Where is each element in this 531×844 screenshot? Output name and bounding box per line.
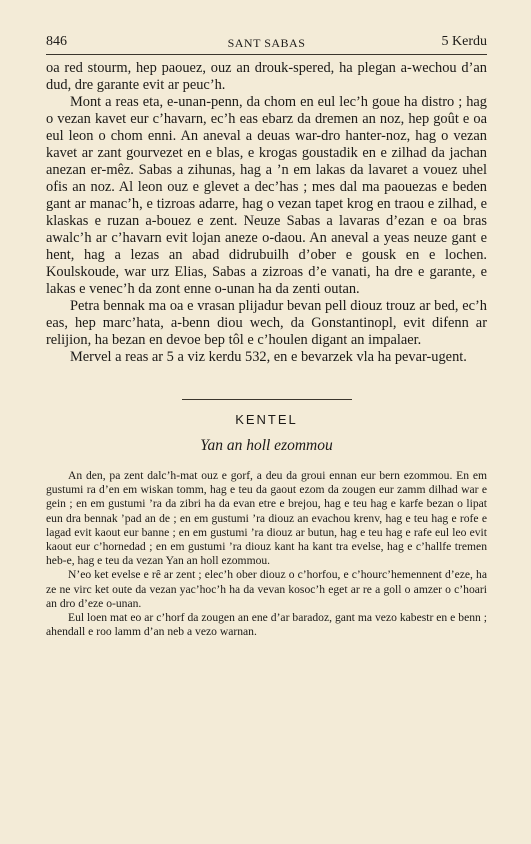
page-number: 846 xyxy=(46,34,67,49)
main-text xyxy=(46,60,487,366)
lesson-paragraph: N’eo ket evelse e rê ar zent ; elec’h ober diouz o c’horfou, e c’hourc’hemennent d’eze, ha ze ne virc ket oute da vezan yac’hoc’h ha da vevan kosoc’h eget ar re a goll o amzer o c’hoari an dro d’eze o-unan. xyxy=(46,568,487,610)
page-date: 5 Kerdu xyxy=(441,34,487,49)
lesson-paragraph: An den, pa zent dalc’h-mat ouz e gorf, a deu da groui ennan eur bern ezommou. En em gustumi ra d’en em wiskan tomm, hag e teu da gaout ezom da zougen eur zamm dilhad war e gein ; en em gustumi ’ra da zibri ha da evan etre e brejou, hag e teu hag e karfe bezan o lipat eun dra bennak ’pad an de ; en em gustumi ’ra diouz an evachou krenv, hag e teu hag e rofe e lagad evit kaout eur banne ; en em gustumi ’ra diouz ar butun, hag e teu hag e rafe eul leo evit kaout eur c’hornedad ; en em gustumi ’ra diouz kant ha kant tra evelse, hag e c’hallfe tremen heb-e, hag e teu da vezan Yan an holl ezommou. xyxy=(46,469,487,568)
main-paragraph: Mont a reas eta, e-unan-penn, da chom en eul lec’h goue ha distro ; hag o vezan kavet eur c’havarn, ec’h eas ebarz da dremen an noz, hep goût e oa eul leon o chom enni. An aneval a deuas war-dro hanter-noz, hag o vezan kavet ar zant gourvezet en e blas, e krogas goustadik en e zilhad da jachan anezan er-mêz. Sabas a zihunas, hag a ’n em lakas da lavaret a vouez uhel ofis an noz. Al leon ouz e glevet a dec’has ; mes dal ma paouezas e beden gant ar manac’h, e tizroas adarre, hag o vezan tapet krog en traou e zilhad, e klaskas e ruzan a-bouez e zent. Neuze Sabas a lavaras d’ezan e oa bras awalc’h ar c’havarn evit lojan aneze o-daou. An aneval a yeas neuze gant e hent, hag a lezas an abad didrubuilh d’ober e gousk en e lochen. Koulskoude, war urz Elias, Sabas a zizroas d’e vanati, ha dre e garante, e lakas e venec’h da zont enne o-unan ha da zenti outan. xyxy=(46,94,487,297)
section-title: KENTEL xyxy=(235,412,298,427)
lesson-text xyxy=(46,469,487,639)
main-paragraph: Mervel a reas ar 5 a viz kerdu 532, en e bevarzek vla ha pevar-ugent. xyxy=(70,349,467,365)
lesson-paragraph: Eul loen mat eo ar c’horf da zougen an ene d’ar baradoz, gant ma vezo kabestr en e benn ; ahendall e roo lamm d’an neb a vezo warnan. xyxy=(46,611,487,639)
running-title: SANT SABAS xyxy=(227,36,306,50)
main-paragraph: Petra bennak ma oa e vrasan plijadur bevan pell diouz trouz ar bed, ec’h eas, hep marc’hata, a-benn diou wech, da Gonstantinopl, evit difenn ar relijion, ha bezan en devoe bep tôl e c’houlen digant an impalaer. xyxy=(46,298,487,348)
section-subtitle: Yan an holl ezommou xyxy=(200,437,333,454)
section-divider xyxy=(182,399,352,400)
page-header xyxy=(46,30,487,55)
main-paragraph: oa red stourm, hep paouez, ouz an drouk-spered, ha plegan a-wechou d’an dud, dre garante evit ar peuc’h. xyxy=(46,60,487,93)
